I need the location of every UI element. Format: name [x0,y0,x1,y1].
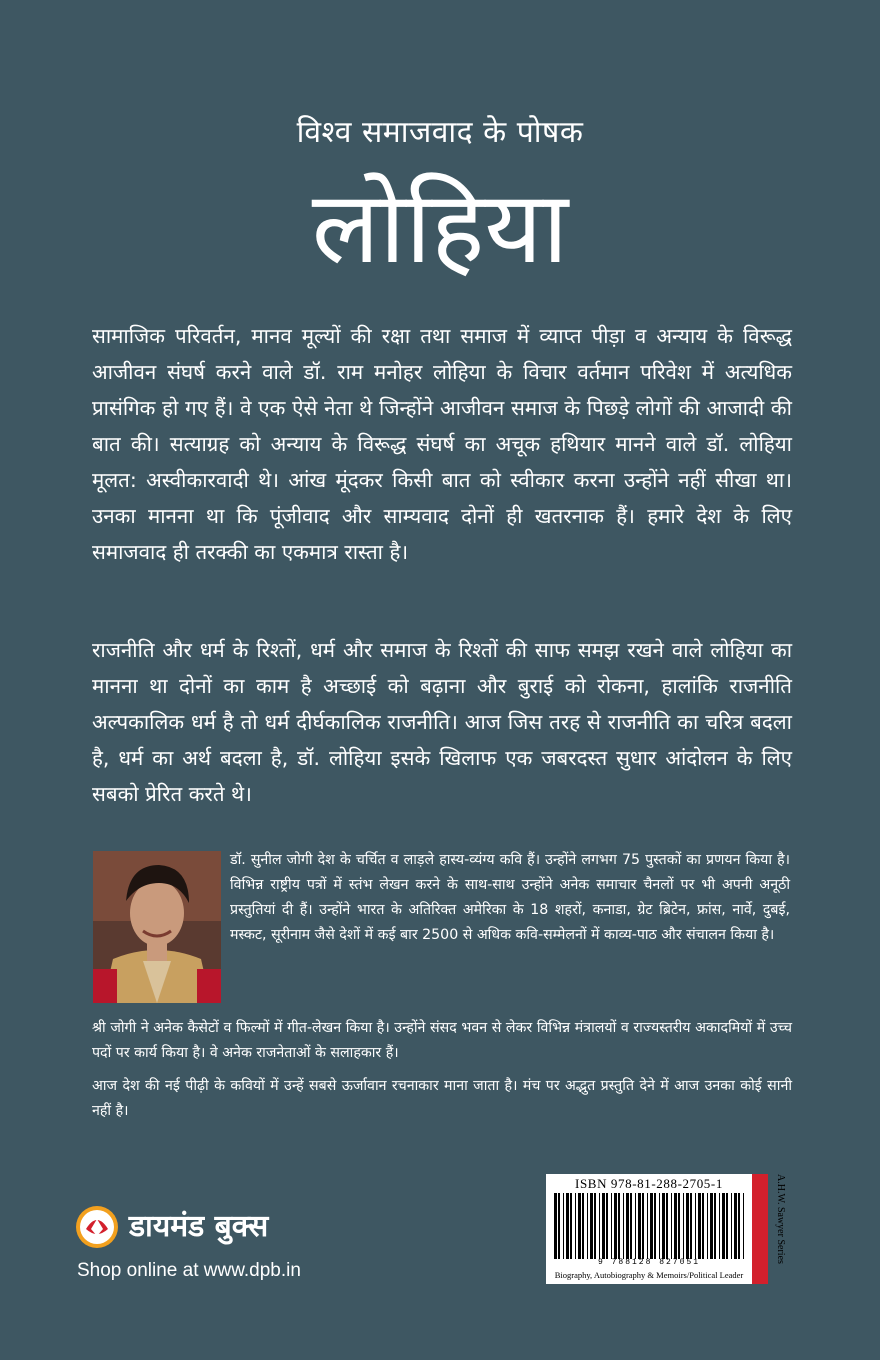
barcode-bar [719,1193,720,1259]
barcode-bar [702,1193,704,1259]
barcode-bar [614,1193,617,1259]
diamond-logo-icon [75,1205,119,1249]
barcode-bar [578,1193,581,1259]
barcode-digits: 9 788128 827051 [597,1258,700,1267]
barcode-bar [635,1193,636,1259]
publisher-logo [75,1205,355,1255]
barcode-bar [554,1193,557,1259]
barcode-bar [738,1193,740,1259]
barcode-bar [710,1193,713,1259]
barcode-bar [722,1193,725,1259]
barcode-bar [594,1193,596,1259]
barcode-bar [662,1193,665,1259]
barcode-bar [558,1193,560,1259]
cover-title: लोहिया [311,169,569,286]
barcode-bar [690,1193,692,1259]
barcode-bar [666,1193,668,1259]
shop-online-link[interactable]: Shop online at www.dpb.in [77,1260,301,1281]
barcode-bar [659,1193,660,1259]
barcode-bar [566,1193,569,1259]
barcode-bar [626,1193,629,1259]
barcode-bar [678,1193,680,1259]
blurb-paragraph-2: राजनीति और धर्म के रिश्तों, धर्म और समाज के रिश्तों की साफ समझ रखने वाले लोहिया का मानना था दोनों का काम है अच्छाई को बढ़ाना और बुराई को रोकना, हालांकि राजनीति अल्पकालिक धर्म है तो धर्म दीर्घकालिक राजनीति। आज जिस तरह से राजनीति का चरित्र बदला है, धर्म का अर्थ बदला है, डॉ. लोहिया इसके खिलाफ एक जबरदस्त सुधार आंदोलन के लिए सबको प्रेरित करते थे। [92,638,792,806]
barcode-bar [683,1193,684,1259]
barcode-bar [575,1193,576,1259]
barcode-icon [550,1193,748,1259]
author-bio-3: आज देश की नई पीढ़ी के कवियों में उन्हें सबसे ऊर्जावान रचनाकार माना जाता है। मंच पर अद्भुत प्रस्तुति देने में आज उनका कोई सानी नहीं है। [92,1078,792,1119]
barcode-bar [707,1193,708,1259]
barcode-bar [734,1193,737,1259]
barcode-bar [570,1193,572,1259]
barcode-bar [726,1193,728,1259]
barcode-bar [590,1193,593,1259]
red-strip [752,1174,768,1284]
barcode-bar [582,1193,584,1259]
barcode-bar [587,1193,588,1259]
barcode-bar [630,1193,632,1259]
barcode-bar [650,1193,653,1259]
author-photo [93,851,221,1003]
barcode-bar [714,1193,716,1259]
barcode-bar [563,1193,564,1259]
barcode-bar [647,1193,648,1259]
isbn-label: ISBN 978-81-288-2705-1 [575,1176,723,1191]
barcode-panel [546,1174,752,1284]
barcode-bar [642,1193,644,1259]
barcode-bar [654,1193,656,1259]
barcode-bar [674,1193,677,1259]
barcode-bar [638,1193,641,1259]
barcode-bar [731,1193,732,1259]
barcode-bar [618,1193,620,1259]
publisher-name: डायमंड बुक्स [129,1209,269,1244]
barcode-bar [602,1193,605,1259]
barcode-bar [599,1193,600,1259]
barcode-bar [606,1193,608,1259]
barcode-bar [698,1193,701,1259]
book-category: Biography, Autobiography & Memoirs/Political Leader [554,1270,744,1280]
author-bio-2: श्री जोगी ने अनेक कैसेटों व फिल्मों में गीत-लेखन किया है। उन्होंने संसद भवन से लेकर विभिन्न मंत्रालयों व राज्यस्तरीय अकादमियों में उच्च पदों पर कार्य किया है। वे अनेक राजनेताओं के सलाहकार हैं। [92,1020,792,1061]
barcode-bar [671,1193,672,1259]
author-bio-1: डॉ. सुनील जोगी देश के चर्चित व लाड़ले हास्य-व्यंग्य कवि हैं। उन्होंने लगभग 75 पुस्तकों का प्रणयन किया है। विभिन्न राष्ट्रीय पत्रों में स्तंभ लेखन करने के साथ-साथ उन्होंने अनेक समाचार चैनलों पर भी अपनी अनूठी प्रस्तुतियां दी हैं। उन्होंने भारत के अतिरिक्त अमेरिका के 18 शहरों, कनाडा, ग्रेट ब्रिटेन, फ्रांस, नार्वे, दुबई, मस्कट, सूरीनाम जैसे देशों में कई बार 2500 से अधिक कवि-सम्मेलनों में काव्य-पाठ और संचालन किया है। [230,852,790,943]
blurb-paragraph-1: सामाजिक परिवर्तन, मानव मूल्यों की रक्षा तथा समाज में व्याप्त पीड़ा व अन्याय के विरूद्ध आजीवन संघर्ष करने वाले डॉ. राम मनोहर लोहिया के विचार वर्तमान परिवेश में अत्यधिक प्रासंगिक हो गए हैं। वे एक ऐसे नेता थे जिन्होंने आजीवन समाज के पिछड़े लोगों की आजादी की बात की। सत्याग्रह को अन्याय के विरूद्ध संघर्ष का अचूक हथियार मानने वाले डॉ. लोहिया मूलत: अस्वीकारवादी थे। आंख मूंदकर किसी बात को स्वीकार करना उन्होंने नहीं सीखा था। उनका मानना था कि पूंजीवाद और साम्यवाद दोनों ही खतरनाक हैं। हमारे देश के लिए समाजवाद ही तरक्की का एकमात्र रास्ता है। [92,324,792,564]
barcode-bar [623,1193,624,1259]
cover-subtitle: विश्व समाजवाद के पोषक [296,115,584,150]
barcode-bar [695,1193,696,1259]
barcode-bar [743,1193,744,1259]
series-label: A.H.W. Sawyer Series [775,1174,786,1264]
barcode-bar [686,1193,689,1259]
barcode-bar [611,1193,612,1259]
